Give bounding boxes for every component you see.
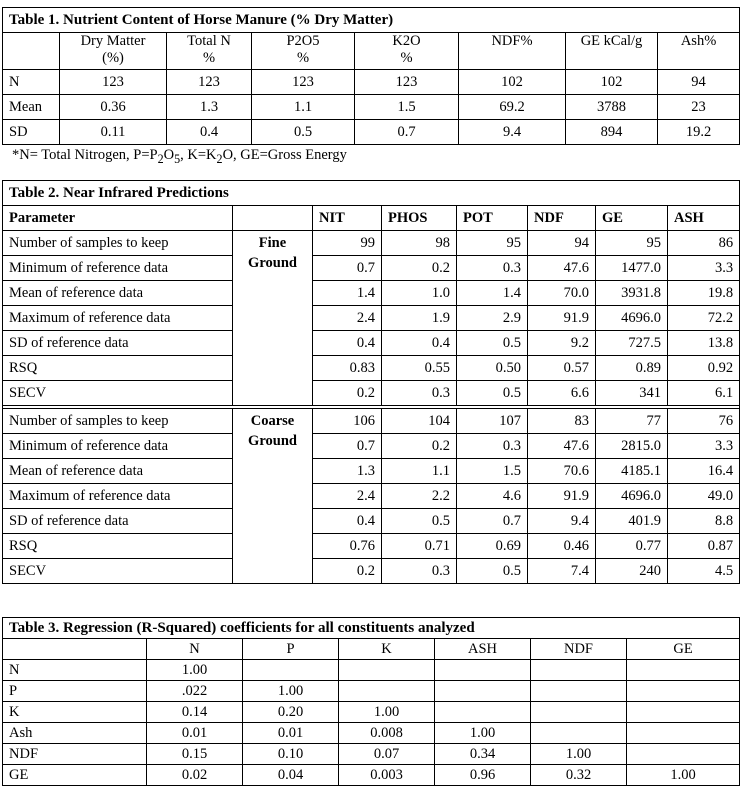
table-cell: 0.50 xyxy=(457,356,528,381)
row-label: SECV xyxy=(3,559,233,584)
table2-row xyxy=(3,281,740,306)
row-label: Maximum of reference data xyxy=(3,484,233,509)
table2-row xyxy=(3,484,740,509)
table1-row xyxy=(3,120,740,145)
table2-col-header: NIT xyxy=(313,206,382,231)
table-cell: 9.4 xyxy=(528,509,596,534)
table1-col-header: P2O5 % xyxy=(252,33,355,70)
table-cell xyxy=(531,681,627,702)
table-cell: 0.71 xyxy=(382,534,457,559)
table2-row xyxy=(3,559,740,584)
table-cell: 98 xyxy=(382,231,457,256)
group-label xyxy=(233,409,313,584)
table2-col-header: GE xyxy=(596,206,668,231)
table-cell: 2.9 xyxy=(457,306,528,331)
table1-footnote: *N= Total Nitrogen, $P=P_2O_5$, $K=K_2O$, GE=Gross Energy xyxy=(12,147,347,166)
nutrient-content-table xyxy=(2,7,740,145)
table-cell: 19.8 xyxy=(668,281,740,306)
table2-row xyxy=(3,534,740,559)
table-cell: 0.3 xyxy=(457,256,528,281)
table-cell: 3931.8 xyxy=(596,281,668,306)
table-cell: 2.2 xyxy=(382,484,457,509)
table-cell xyxy=(435,660,531,681)
table-cell: 91.9 xyxy=(528,306,596,331)
table-cell xyxy=(531,723,627,744)
table-cell: 102 xyxy=(459,70,566,95)
table-cell: 47.6 xyxy=(528,434,596,459)
table2-col-header: PHOS xyxy=(382,206,457,231)
table-cell xyxy=(627,744,740,765)
table-cell: 0.11 xyxy=(60,120,167,145)
table-cell: 0.55 xyxy=(382,356,457,381)
row-label: Ash xyxy=(3,723,147,744)
table-cell: 727.5 xyxy=(596,331,668,356)
table-cell xyxy=(339,660,435,681)
table-cell: 0.02 xyxy=(147,765,243,786)
nir-predictions-table xyxy=(2,180,740,584)
table-cell: 91.9 xyxy=(528,484,596,509)
table-cell: 1.5 xyxy=(457,459,528,484)
table-cell: 9.4 xyxy=(459,120,566,145)
table-cell: 123 xyxy=(355,70,459,95)
table-cell: 70.6 xyxy=(528,459,596,484)
table-cell: 0.4 xyxy=(167,120,252,145)
table-cell: 94 xyxy=(528,231,596,256)
table-cell: 3.3 xyxy=(668,256,740,281)
table-cell xyxy=(627,681,740,702)
row-label: Mean xyxy=(3,95,60,120)
row-label: Number of samples to keep xyxy=(3,409,233,434)
table-cell xyxy=(339,681,435,702)
table-cell: 0.2 xyxy=(313,559,382,584)
table-cell: 2.4 xyxy=(313,484,382,509)
table-cell: 99 xyxy=(313,231,382,256)
table-cell: 1.5 xyxy=(355,95,459,120)
regression-coefficients-table xyxy=(2,617,740,786)
table-cell: 0.77 xyxy=(596,534,668,559)
table3-row xyxy=(3,744,740,765)
table-cell: 70.0 xyxy=(528,281,596,306)
row-label: RSQ xyxy=(3,356,233,381)
table-cell: 47.6 xyxy=(528,256,596,281)
table3-col-header: NDF xyxy=(531,639,627,660)
table-cell: 240 xyxy=(596,559,668,584)
table-cell: 2815.0 xyxy=(596,434,668,459)
table3-title: Table 3. Regression (R-Squared) coefficients for all constituents analyzed xyxy=(3,618,740,639)
table2-row xyxy=(3,381,740,406)
table-cell: 1.9 xyxy=(382,306,457,331)
row-label: Mean of reference data xyxy=(3,459,233,484)
table-cell: 0.7 xyxy=(355,120,459,145)
table-cell: 49.0 xyxy=(668,484,740,509)
table-cell: 3788 xyxy=(566,95,658,120)
table-cell: 104 xyxy=(382,409,457,434)
table2-row xyxy=(3,356,740,381)
table-cell: 1.0 xyxy=(382,281,457,306)
table1-header-row xyxy=(3,33,740,70)
table-cell: 77 xyxy=(596,409,668,434)
table-cell xyxy=(243,660,339,681)
table1-col-header: K2O % xyxy=(355,33,459,70)
table-cell: 0.5 xyxy=(252,120,355,145)
table-cell: 1477.0 xyxy=(596,256,668,281)
table3-row xyxy=(3,681,740,702)
table-cell: 0.20 xyxy=(243,702,339,723)
table2-row xyxy=(3,459,740,484)
table-cell: 0.4 xyxy=(313,331,382,356)
table-cell: 0.3 xyxy=(382,559,457,584)
table-cell: 9.2 xyxy=(528,331,596,356)
table-cell: 0.3 xyxy=(457,434,528,459)
group-label-line1: Fine xyxy=(258,235,287,251)
table-cell: 0.2 xyxy=(313,381,382,406)
table-cell: 0.15 xyxy=(147,744,243,765)
table2-row xyxy=(3,409,740,434)
table2-row xyxy=(3,231,740,256)
table-cell: 7.4 xyxy=(528,559,596,584)
row-label: P xyxy=(3,681,147,702)
table-cell: 6.1 xyxy=(668,381,740,406)
table-cell: 0.87 xyxy=(668,534,740,559)
table2-row xyxy=(3,306,740,331)
table-cell: 13.8 xyxy=(668,331,740,356)
row-label: N xyxy=(3,660,147,681)
row-label: Maximum of reference data xyxy=(3,306,233,331)
row-label: SD xyxy=(3,120,60,145)
table3-row xyxy=(3,765,740,786)
table-cell: 0.7 xyxy=(313,256,382,281)
table1-col-header: Total N % xyxy=(167,33,252,70)
group-label xyxy=(233,231,313,406)
table-cell: 123 xyxy=(167,70,252,95)
table-cell: 1.4 xyxy=(457,281,528,306)
table-cell: 102 xyxy=(566,70,658,95)
table-cell: 1.00 xyxy=(147,660,243,681)
table-cell: 1.3 xyxy=(167,95,252,120)
table-cell: 0.36 xyxy=(60,95,167,120)
table2-col-header: ASH xyxy=(668,206,740,231)
row-label: SECV xyxy=(3,381,233,406)
table2-col-header: POT xyxy=(457,206,528,231)
table-cell: 1.4 xyxy=(313,281,382,306)
table-cell xyxy=(435,702,531,723)
table-cell: 0.2 xyxy=(382,434,457,459)
group-label-line2: Ground xyxy=(248,433,297,449)
table-cell: 2.4 xyxy=(313,306,382,331)
table-cell: 6.6 xyxy=(528,381,596,406)
table-cell: 0.89 xyxy=(596,356,668,381)
table-cell: 1.00 xyxy=(339,702,435,723)
table1-col-header: GE kCal/g xyxy=(566,33,658,70)
table3-row xyxy=(3,723,740,744)
table2-col-header: NDF xyxy=(528,206,596,231)
row-label: Mean of reference data xyxy=(3,281,233,306)
table-cell xyxy=(627,702,740,723)
table-cell: 0.5 xyxy=(457,559,528,584)
group-label-line2: Ground xyxy=(248,255,297,271)
table-cell: 72.2 xyxy=(668,306,740,331)
table-cell: 123 xyxy=(60,70,167,95)
table-cell: .022 xyxy=(147,681,243,702)
table-cell: 0.34 xyxy=(435,744,531,765)
table-cell: 3.3 xyxy=(668,434,740,459)
table-cell: 0.2 xyxy=(382,256,457,281)
table-cell: 0.14 xyxy=(147,702,243,723)
table-cell: 0.3 xyxy=(382,381,457,406)
table-cell: 0.7 xyxy=(457,509,528,534)
row-label: N xyxy=(3,70,60,95)
table-cell: 341 xyxy=(596,381,668,406)
table-cell: 1.1 xyxy=(252,95,355,120)
table-cell: 1.3 xyxy=(313,459,382,484)
row-label: Minimum of reference data xyxy=(3,256,233,281)
table-cell: 0.69 xyxy=(457,534,528,559)
table1-row xyxy=(3,70,740,95)
table1-col-header: Ash% xyxy=(658,33,740,70)
table-cell: 8.8 xyxy=(668,509,740,534)
table-cell: 83 xyxy=(528,409,596,434)
group-label-line1: Coarse xyxy=(250,413,295,429)
table-cell: 0.5 xyxy=(382,509,457,534)
table-cell: 0.04 xyxy=(243,765,339,786)
table1-col-header: Dry Matter (%) xyxy=(60,33,167,70)
row-label: SD of reference data xyxy=(3,509,233,534)
table-cell: 4185.1 xyxy=(596,459,668,484)
table-cell: 4696.0 xyxy=(596,306,668,331)
table-cell: 4.5 xyxy=(668,559,740,584)
table-cell: 0.76 xyxy=(313,534,382,559)
table3-header-row xyxy=(3,639,740,660)
table2-row xyxy=(3,509,740,534)
table-cell: 4696.0 xyxy=(596,484,668,509)
table-cell: 0.96 xyxy=(435,765,531,786)
table-cell: 123 xyxy=(252,70,355,95)
table1-col-header: NDF% xyxy=(459,33,566,70)
row-label: NDF xyxy=(3,744,147,765)
table-cell: 0.10 xyxy=(243,744,339,765)
table-cell: 19.2 xyxy=(658,120,740,145)
table-cell: 16.4 xyxy=(668,459,740,484)
table-cell: 0.4 xyxy=(382,331,457,356)
table3-col-header: N xyxy=(147,639,243,660)
table-cell: 0.5 xyxy=(457,331,528,356)
table2-row xyxy=(3,434,740,459)
table-cell: 0.07 xyxy=(339,744,435,765)
table-cell: 69.2 xyxy=(459,95,566,120)
row-label: Minimum of reference data xyxy=(3,434,233,459)
table-cell xyxy=(531,702,627,723)
table1-title: Table 1. Nutrient Content of Horse Manure (% Dry Matter) xyxy=(3,8,740,33)
table-cell: 95 xyxy=(596,231,668,256)
table-cell xyxy=(627,723,740,744)
table-cell: 0.92 xyxy=(668,356,740,381)
table-cell: 0.4 xyxy=(313,509,382,534)
table-cell xyxy=(627,660,740,681)
table3-col-header: GE xyxy=(627,639,740,660)
table2-param-header: Parameter xyxy=(3,206,233,231)
table-cell: 0.46 xyxy=(528,534,596,559)
table3-row xyxy=(3,702,740,723)
table-cell: 0.5 xyxy=(457,381,528,406)
table-cell: 1.00 xyxy=(627,765,740,786)
table2-group-header-blank xyxy=(233,206,313,231)
table2-row xyxy=(3,256,740,281)
table-cell: 0.01 xyxy=(147,723,243,744)
table-cell: 0.01 xyxy=(243,723,339,744)
table-cell: 894 xyxy=(566,120,658,145)
table-cell: 106 xyxy=(313,409,382,434)
table-cell: 76 xyxy=(668,409,740,434)
table2-row xyxy=(3,331,740,356)
table-cell: 0.003 xyxy=(339,765,435,786)
table-cell: 1.00 xyxy=(435,723,531,744)
table-cell: 401.9 xyxy=(596,509,668,534)
table-cell: 23 xyxy=(658,95,740,120)
table1-corner-cell xyxy=(3,33,60,70)
table-cell: 0.57 xyxy=(528,356,596,381)
table3-row xyxy=(3,660,740,681)
table-cell: 0.7 xyxy=(313,434,382,459)
row-label: SD of reference data xyxy=(3,331,233,356)
row-label: K xyxy=(3,702,147,723)
table-cell: 0.008 xyxy=(339,723,435,744)
row-label: RSQ xyxy=(3,534,233,559)
table-cell: 1.1 xyxy=(382,459,457,484)
row-label: GE xyxy=(3,765,147,786)
table-cell: 4.6 xyxy=(457,484,528,509)
row-label: Number of samples to keep xyxy=(3,231,233,256)
table3-col-header: K xyxy=(339,639,435,660)
table3-col-header: ASH xyxy=(435,639,531,660)
table-cell: 107 xyxy=(457,409,528,434)
table-cell: 95 xyxy=(457,231,528,256)
table-cell: 0.32 xyxy=(531,765,627,786)
table3-corner-cell xyxy=(3,639,147,660)
table3-col-header: P xyxy=(243,639,339,660)
table-cell xyxy=(531,660,627,681)
table-cell xyxy=(435,681,531,702)
table-cell: 86 xyxy=(668,231,740,256)
table-cell: 94 xyxy=(658,70,740,95)
table-cell: 0.83 xyxy=(313,356,382,381)
table-cell: 1.00 xyxy=(531,744,627,765)
table2-title: Table 2. Near Infrared Predictions xyxy=(3,181,740,206)
table1-row xyxy=(3,95,740,120)
table2-header-row xyxy=(3,206,740,231)
table-cell: 1.00 xyxy=(243,681,339,702)
